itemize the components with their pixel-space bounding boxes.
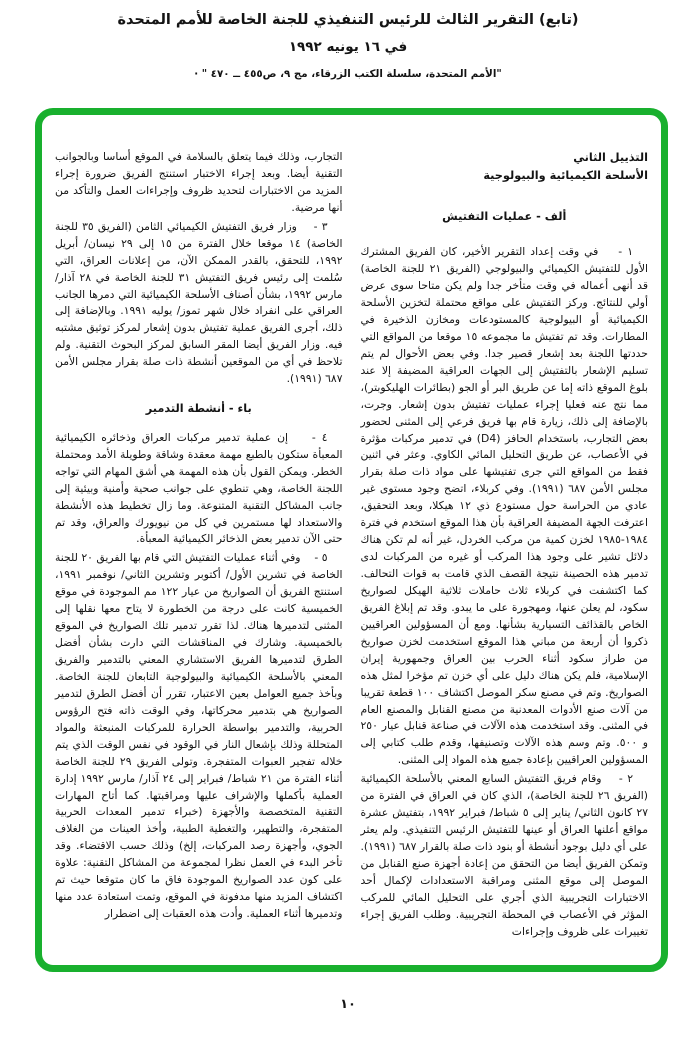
section-a-heading: ألف - عمليات التفتيش (442, 210, 567, 224)
section-b-heading: باء - أنشطة التدمير (145, 402, 252, 416)
green-border-frame (35, 108, 668, 972)
paragraph-4: ٤ - إن عملية تدمير مركبات العراق وذخائره الكيميائية المعبأة ستكون بالطبع مهمة معقدة وشاقة وطويلة الأمد ومحتملة الخطر. ويمكن القول بأن هذه المهمة هي أشق المهام التي تواجه اللجنة الخاصة، وهي تنطوي على جوانب صحية وأمنية وبيئية إلى جانب المشاكل التقنية المتنوعة. وما زال تخطيط هذه الأنشطة والاستعداد لها مستمرين في كل من نيويورك والعراق، وقد تم حتى الآن تدمير بعض الذخائر الكيميائية المعبأة. (55, 430, 343, 546)
source-citation: "الأمم المتحدة، سلسلة الكتب الزرقاء، مج ٩، ص٤٥٥ ــ ٤٧٠ " · (194, 68, 502, 80)
report-date: في ١٦ يونيه ١٩٩٢ (288, 39, 408, 55)
page-number: ١٠ (340, 997, 356, 1012)
paragraph-2: ٢ - وقام فريق التفتيش السابع المعني بالأسلحة الكيميائية (الفريق ٢٦ للجنة الخاصة)، الذي كان في العراق في الفترة من ٢٧ كانون الثاني/ يناير إلى ٥ شباط/ فبراير ١٩٩٢، بتفتيش عشرة مواقع أعلنها العراق أو عينها للتفتيش الرئيس التنفيذي. ولم يعثر على أي دليل بوجود أنشطة أو بنود ذات صلة بالقرار ٦٨٧ (١٩٩١). وتمكن الفريق أيضا من التحقق من إعادة أجهزة صنع القنابل من الموصل إلى موقع المثنى ومراقبة الاستعدادات لإكمال أحد الاختبارات التجريبية الذي أجري على التحليل المائي للمركب المؤثر في الأعصاب في المحطة التجريبية. وطلب الفريق إجراء تغييرات على ظروف وإجراءات (360, 772, 648, 938)
column-right (361, 149, 649, 965)
report-title: (تابع) التقرير الثالث للرئيس التنفيذي للجنة الخاصة للأمم المتحدة (117, 12, 579, 28)
annex-subtitle: الأسلحة الكيميائية والبيولوجية (483, 168, 648, 182)
column-left (55, 149, 343, 965)
paragraph-1: ١ - في وقت إعداد التقرير الأخير، كان الفريق المشترك الأول للتفتيش الكيميائي والبيولوجي (الفريق ٢١ للجنة الخاصة) قد أنهى أعماله في وقت متأخر جدا ولم يكن متاحا سوى عرض أولي للنتائج. وركز التفتيش على مواقع محتملة لتخزين الأسلحة الكيميائية أو البيولوجية كالمستودعات ومخازن الذخيرة في المطارات. وقد تم تفتيش ما مجموعه ١٥ موقعا من المواقع التي حددتها اللجنة بعد إشعار قصير جدا. وفي بعض الأحوال لم يتم تسليم الإشعار بالتفتيش إلى الجهات العراقية المضيفة إلا عند بلوغ الموقع ذاته إما عن طريق البر أو الجو (بطائرات الهليكوبتر)، مما نتج عنه فعليا إجراء عمليات تفتيش بدون إشعار. وجرت، بالإضافة إلى ذلك، زيارة قام بها فريق فرعي إلى المثنى لحضور بعض التجارب، باستخدام الحافز (D4) في تدمير مركبات مؤثرة في الأعصاب، عن طريق التحليل المائي الكاوي. وعثر في اثنين فقط من المواقع التي جرى تفتيشها على مواد ذات صلة بقرار مجلس الأمن ٦٨٧ (١٩٩١). وفي كربلاء، اتضح وجود مستوى غير عادي من الحراسة حول مستودع ذي ١٢ هيكلا، وبعد التحقيق، اعترفت الجهة المضيفة العراقية بأن هذا الموقع استخدم في فترة ١٩٨٤-١٩٨٥ لخزن كمية من مركب الخردل، غير أنه لم تكن هناك دلائل تشير على وجود هذا المركب أو غيره من المركبات لدى تدمير هذه الحصينة نتيجة القصف الذي قامت به قوات التحالف. كما اكتشفت في كربلاء ثلاث حاملات ثلاثية الهيكل لصواريخ سكود، لم يعلن عنها، ومهجورة على ما يبدو. وقد تم إبلاغ الفريق الخاص بالقذائف التسيارية بشأنها. ومع أن المسؤولين العراقيين ذكروا أن أربعة من مباني هذا الموقع استخدمت لخزن صواريخ من طراز سكود أثناء الحرب بين العراق وجمهورية إيران الإسلامية، فلم يكن هناك دليل على أي خزن تم مؤخرا لمثل هذه الصواريخ. وتم في مصنع سكر الموصل اكتشاف ١٠٠ قطعة تقريبا من آلات صنع الأدوات المعدنية من مصنع القنابل والمصنع العام في المثنى. وقد استخدمت هذه الآلات في صناعة قنابل عيار ٢٥٠ و ٥٠٠. وتم وسم هذه الآلات وتصنيفها، وقدم طلب كتابي إلى المسؤولين العراقيين بإعادة جميع هذه المواد إلى المثنى. (360, 245, 649, 767)
page-header (0, 12, 696, 80)
two-column-text (42, 115, 661, 965)
paragraph-5: ٥ - وفي أثناء عمليات التفتيش التي قام بها الفريق ٢٠ للجنة الخاصة في تشرين الأول/ أكتوبر وتشرين الثاني/ نوفمبر ١٩٩١، استنتج الفريق أن الصواريخ من عيار ١٢٢ مم الموجودة في موقع الخميسية كانت على درجة من الخطورة لا يتاح معها نقلها إلى المثنى لتدميرها هناك. لذا تقرر تدمير تلك الصواريخ في الموقع بالخميسية. وشارك في المناقشات التي دارت بشأن أفضل الطرق لتدميرها الفريق الاستشاري المعني بالتدمير والفريق المعني بالأسلحة الكيميائية والبيولوجية التابعان للجنة الخاصة. وبأخذ جميع العوامل بعين الاعتبار، تقرر أن أفضل الطرق لتدمير الصواريخ هي بتدمير محركاتها، وفي الوقت ذاته فتح الرؤوس الحربية، والتدمير بواسطة الحرارة للمركبات المنبعثة والمواد المتحللة وذلك بإشعال النار في الوقود في نفس الوقت الذي يتم خلاله تفجير العبوات المتفجرة. وتولى الفريق ٢٩ للجنة الخاصة أثناء الفترة من ٢١ شباط/ فبراير إلى ٢٤ آذار/ مارس ١٩٩٢ إدارة العملية بأكملها والإشراف عليها ومراقبتها. كما أتاح المهارات التقنية المتخصصة والأجهزة (خبراء تدمير المعدات الحربية المتفجرة، والتطهير، والتغطية الطبية، وأخذ العينات من الغلاف الجوي، وأجهزة رصد المركبات، إلخ) وذلك حسب الاقتضاء. وقد تأخر البدء في العمل نظرا لمجموعة من المشاكل التقنية: علاوة على كون عدد الصواريخ الموجودة فاق ما كان متوقعا حيث تم اكتشاف المزيد منها مدفونة في الموقع، وتمت استعادة عدد منها وتدميرها أثناء العملية. وأدت هذه العقبات إلى اضطرار (55, 551, 343, 921)
annex-title: التذييل الثاني (573, 151, 648, 164)
paragraph-2-continued: التجارب، وذلك فيما يتعلق بالسلامة في الموقع أساسا وبالجوانب التقنية أيضا. وبعد إجراء الاختبار استنتج الفريق ضرورة إجراء المزيد من الاختبارات لتحديد ظروف وإجراءات العمل والتأكد من أنها مرضية. (55, 150, 343, 214)
paragraph-3: ٣ - وزار فريق التفتيش الكيميائي الثامن (الفريق ٣٥ للجنة الخاصة) ١٤ موقعا خلال الفترة من ١٥ إلى ٢٩ نيسان/ أبريل ١٩٩٢، للتحقق، بالقدر الممكن الآن، من إعلانات العراق، التي سُلمت إلى رئيس فريق التفتيش ٣١ للجنة الخاصة في ٢٨ آذار/ مارس ١٩٩٢، بشأن أصناف الأسلحة الكيميائية التي دمرها الجانب العراقي على انفراد خلال شهر تموز/ يوليه ١٩٩١. وبالإضافة إلى ذلك، أجرى الفريق عملية تفتيش بدون إشعار لمركز توثيق مشتبه فيه. وزار الفريق أيضا المقر السابق لمركز البحوث التقنية. ولم تلاحظ في أي من الموقعين أنشطة ذات صلة بقرار مجلس الأمن ٦٨٧ (١٩٩١). (55, 219, 343, 386)
